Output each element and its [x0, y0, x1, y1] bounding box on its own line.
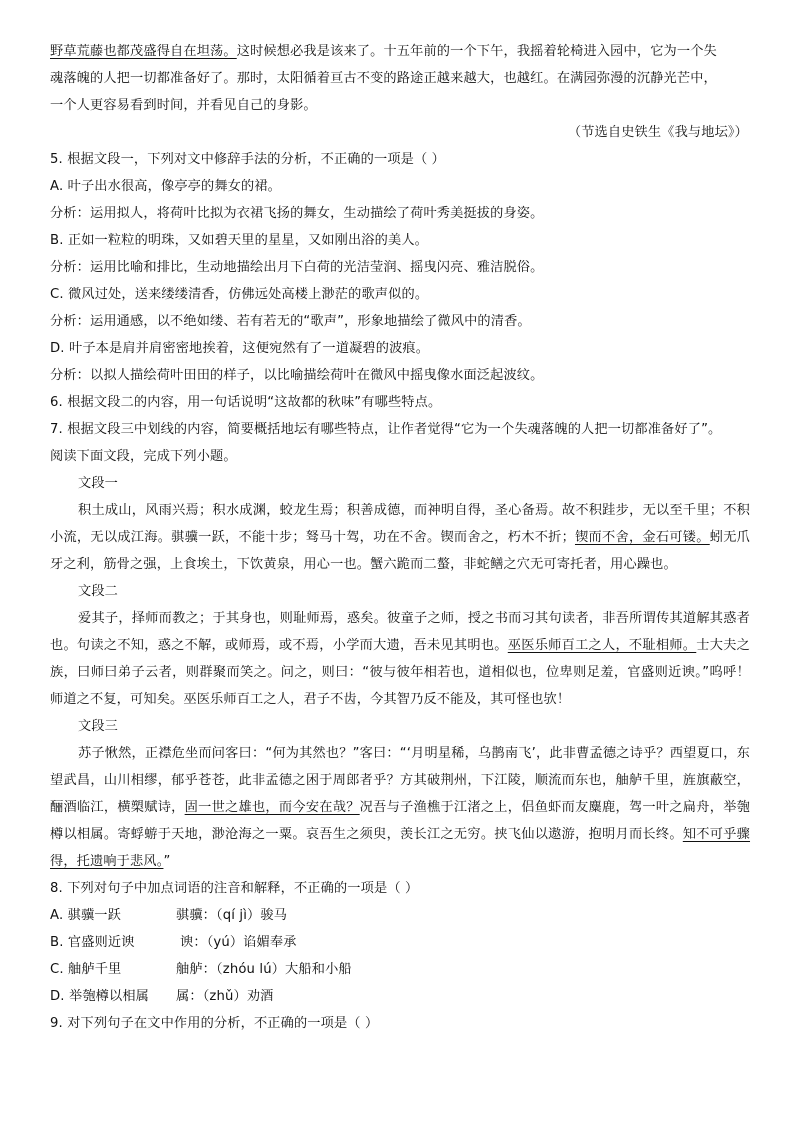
q8-option-b: B. 官盛则近谀 谀：（yú）谄媚奉承	[50, 935, 297, 950]
q5-option-a: A. 叶子出水很高，像亭亭的舞女的裙。	[50, 179, 282, 194]
q5-analysis-a: 分析：运用拟人，将荷叶比拟为衣裙飞扬的舞女，生动描绘了荷叶秀美挺拔的身姿。	[50, 206, 544, 221]
underlined-sentence: 固一世之雄也，而今安在哉？	[184, 800, 360, 815]
underlined-sentence: 巫医乐师百工之人，不耻相师。	[507, 638, 697, 653]
q5-option-c: C. 微风过处，送来缕缕清香，仿佛远处高楼上渺茫的歌声似的。	[50, 287, 429, 302]
q8-option-d: D. 举匏樽以相属 属：（zhǔ）劝酒	[50, 989, 274, 1004]
passage-2-heading: 文段二	[78, 584, 119, 599]
q5-analysis-c: 分析：运用通感，以不绝如缕、若有若无的“歌声”，形象地描绘了微风中的清香。	[50, 314, 531, 329]
intro-line-1: 野草荒藤也都茂盛得自在坦荡。这时候想必我是该来了。十五年前的一个下午，我摇着轮椅进入园中，它为一个失	[50, 44, 717, 59]
q5-analysis-d: 分析：以拟人描绘荷叶田田的样子，以比喻描绘荷叶在微风中摇曳像水面泛起波纹。	[50, 368, 544, 383]
intro-line-3: 一个人更容易看到时间，并看见自己的身影。	[50, 98, 317, 113]
q8-option-c: C. 舳舻千里 舳舻：（zhóu lú）大船和小船	[50, 962, 352, 977]
q5-option-b: B. 正如一粒粒的明珠，又如碧天里的星星，又如刚出浴的美人。	[50, 233, 428, 248]
question-9-stem: 9. 对下列句子在文中作用的分析，不正确的一项是（ ）	[50, 1016, 379, 1031]
passage-3-text: 苏子愀然，正襟危坐而问客曰：“何为其然也？”客曰：“‘月明星稀，乌鹊南飞’，此非曹孟德之诗乎？西望夏口，东望武昌，山川相缪，郁乎苍苍，此非孟德之困于周郎者乎？方其破荆州，下江陵，顺流而东也，舳舻千里，旌旗蔽空，酾酒临江，横槊赋诗，固一世之雄也，而今安在哉？况吾与子渔樵于江渚之上，侣鱼虾而友麋鹿，驾一叶之扁舟，举匏樽以相属。寄蜉蝣于天地，渺沧海之一粟。哀吾生之须臾，羡长江之无穷。挟飞仙以遨游，抱明月而长终。知不可乎骤得，托遗响于悲风。”	[50, 746, 751, 869]
question-6: 6. 根据文段二的内容，用一句话说明“这故都的秋味”有哪些特点。	[50, 395, 442, 410]
q5-option-d: D. 叶子本是肩并肩密密地挨着，这便宛然有了一道凝碧的波痕。	[50, 341, 430, 356]
question-5-stem: 5. 根据文段一，下列对文中修辞手法的分析，不正确的一项是（ ）	[50, 152, 446, 167]
q5-analysis-b: 分析：运用比喻和排比，生动地描绘出月下白荷的光洁莹润、摇曳闪亮、雅洁脱俗。	[50, 260, 544, 275]
question-7: 7. 根据文段三中划线的内容，简要概括地坛有哪些特点，让作者觉得“它为一个失魂落魄的人把一切都准备好了”。	[50, 422, 722, 437]
question-8-stem: 8. 下列对句子中加点词语的注音和解释，不正确的一项是（ ）	[50, 881, 419, 896]
passage-1-heading: 文段一	[78, 476, 119, 491]
intro-line-2: 魂落魄的人把一切都准备好了。那时，太阳循着亘古不变的路途正越来越大，也越红。在满园弥漫的沉静光芒中，	[50, 71, 717, 86]
underlined-sentence: 锲而不舍，金石可镂。	[574, 530, 710, 545]
q8-option-a: A. 骐骥一跃 骐骥：（qí jì）骏马	[50, 908, 288, 923]
underlined-sentence: 野草荒藤也都茂盛得自在坦荡。	[50, 44, 237, 59]
passage-3-heading: 文段三	[78, 719, 119, 734]
document-content	[50, 38, 750, 1037]
underlined-sentence: 知不可乎骤得，托遗响于悲风。	[50, 827, 751, 869]
passage-1-text: 积土成山，风雨兴焉；积水成渊，蛟龙生焉；积善成德，而神明自得，圣心备焉。故不积跬步，无以至千里；不积小流，无以成江海。骐骥一跃，不能十步；驽马十驾，功在不舍。锲而舍之，朽木不折；锲而不舍，金石可镂。蚓无爪牙之利，筋骨之强，上食埃土，下饮黄泉，用心一也。蟹六跪而二螯，非蛇鳝之穴无可寄托者，用心躁也。	[50, 503, 750, 572]
source-citation: （节选自史铁生《我与地坛》）	[567, 125, 748, 140]
passage-2-text: 爱其子，择师而教之；于其身也，则耻师焉，惑矣。彼童子之师，授之书而习其句读者，非吾所谓传其道解其惑者也。句读之不知，惑之不解，或师焉，或不焉，小学而大遗，吾未见其明也。巫医乐师百工之人，不耻相师。士大夫之族，曰师曰弟子云者，则群聚而笑之。问之，则曰：“彼与彼年相若也，道相似也，位卑则足羞，官盛则近谀。”呜呼！师道之不复，可知矣。巫医乐师百工之人，君子不齿，今其智乃反不能及，其可怪也欤！	[50, 611, 750, 707]
reading-instruction: 阅读下面文段，完成下列小题。	[50, 449, 237, 464]
